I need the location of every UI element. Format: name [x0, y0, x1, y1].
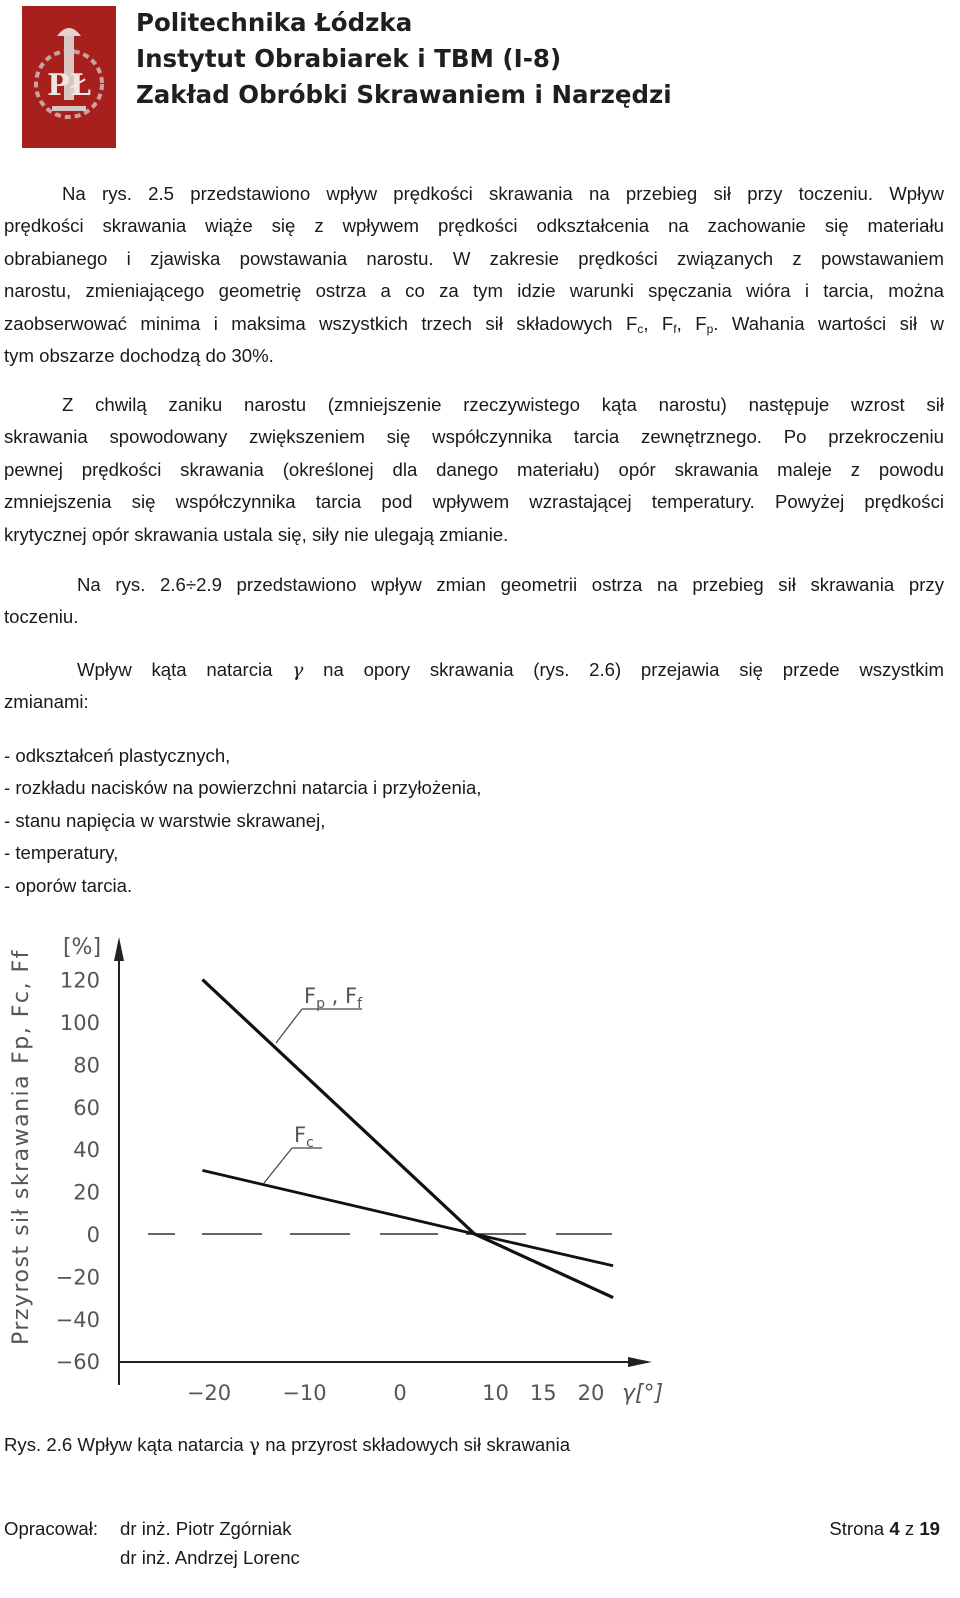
change-list — [4, 740, 481, 902]
list-item: - oporów tarcia. — [4, 874, 133, 896]
paragraph-line: krytycznej opór skrawania ustala się, siły nie ulegają zmianie. — [4, 523, 509, 545]
x-tick-label: −10 — [282, 1381, 327, 1405]
svg-text:PŁ: PŁ — [47, 68, 91, 103]
y-axis-arrow-icon — [114, 937, 124, 961]
svg-text:Fc: $F_c$ — [294, 1123, 314, 1151]
paragraph-3 — [4, 569, 944, 634]
list-item: - temperatury, — [4, 842, 119, 864]
list-item: - rozkładu nacisków na powierzchni natarcia i przyłożenia, — [4, 777, 482, 799]
y-axis-label: Przyrost sił skrawaniaFp, Fc, Ff — [9, 949, 34, 1345]
y-tick-label: 40 — [73, 1138, 100, 1163]
y-tick-label: −40 — [55, 1307, 100, 1332]
x-axis-label: γ[°] — [622, 1381, 664, 1406]
paragraph-line: zmianami: — [4, 691, 89, 713]
y-tick-label: 80 — [73, 1053, 100, 1078]
paragraph-line: zaobserwować minima i maksima wszystkich trzech sił składowych $F_c$, $F_f$, $F_p$. Wahania wartości sił w — [4, 312, 944, 336]
university-emblem-icon — [22, 6, 116, 148]
x-tick-label: 0 — [393, 1381, 407, 1405]
y-tick-label: 0 — [86, 1223, 100, 1247]
institute-name: Instytut Obrabiarek i TBM (I-8) — [136, 44, 562, 73]
paragraph-line: Z chwilą zaniku narostu (zmniejszenie rzeczywistego kąta narostu) następuje wzrost sił — [62, 394, 944, 415]
y-tick-labels — [56, 969, 100, 1375]
paragraph-line: zmniejszenia się współczynnika tarcia pod wpływem wzrastającej temperatury. Powyżej prędkości — [4, 491, 944, 513]
y-axis-title — [9, 949, 34, 1345]
y-tick-label: 20 — [73, 1180, 100, 1205]
paragraph-line: toczeniu. — [4, 606, 79, 628]
paragraph-4 — [4, 654, 944, 719]
institution-name: Politechnika Łódzka — [136, 8, 413, 37]
footer-prepared-by-label: Opracował: — [4, 1518, 99, 1539]
y-tick-label: −60 — [55, 1350, 100, 1375]
chart-series — [202, 980, 613, 1298]
list-item: - stanu napięcia w warstwie skrawanej, — [4, 809, 326, 831]
series-label-fc — [264, 1123, 322, 1183]
force-vs-rake-angle-chart — [0, 925, 700, 1420]
series-line-fc — [202, 1170, 613, 1265]
paragraph-line: prędkości skrawania wiąże się z wpływem prędkości odkształcenia na zachowanie się materiału — [4, 215, 944, 237]
paragraph-line: pewnej prędkości skrawania (określonej dla danego materiału) opór skrawania maleje z powodu — [4, 458, 944, 480]
list-item: - odkształceń plastycznych, — [4, 745, 231, 766]
paragraph-1 — [4, 178, 944, 372]
svg-text:Fp , Ff: $F_p$ , $F_f$ — [304, 984, 363, 1012]
chart-canvas — [0, 925, 700, 1420]
paragraph-line: Na rys. 2.6÷2.9 przedstawiono wpływ zmian geometrii ostrza na przebieg sił skrawania przy — [77, 574, 944, 595]
footer-authors — [120, 1514, 300, 1572]
y-unit-label: [%] — [62, 935, 102, 960]
x-tick-label: −20 — [186, 1381, 232, 1405]
paragraph-line: Na rys. 2.5 przedstawiono wpływ prędkości skrawania na przebieg sił przy toczeniu. Wpływ — [62, 183, 944, 204]
paragraph-line: obrabianego i zjawiska powstawania narostu. W zakresie prędkości związanych z powstawaniem — [4, 247, 944, 269]
series-line-fp-ff — [202, 980, 613, 1298]
series-label-fp-ff — [276, 984, 363, 1043]
y-tick-label: 100 — [59, 1011, 100, 1035]
y-tick-label: 60 — [73, 1095, 100, 1120]
paragraph-line: skrawania spowodowany zwiększeniem się współczynnika tarcia zewnętrznego. Po przekroczeniu — [4, 426, 944, 448]
x-tick-label: 10 — [482, 1381, 509, 1405]
paragraph-line: narostu, zmieniającego geometrię ostrza a co za tym idzie warunki spęczania wióra i tarcia, można — [4, 280, 944, 302]
author-name: dr inż. Andrzej Lorenc — [120, 1547, 300, 1568]
figure-caption: Rys. 2.6 Wpływ kąta natarcia γ na przyrost składowych sił skrawania — [4, 1434, 571, 1456]
author-name: dr inż. Piotr Zgórniak — [120, 1518, 292, 1539]
x-tick-label: 20 — [577, 1381, 605, 1405]
x-tick-labels — [187, 1381, 605, 1405]
page-number: Strona 4 z 19 — [829, 1518, 940, 1539]
paragraph-line: tym obszarze dochodzą do 30%. — [4, 344, 274, 366]
paragraph-line: Wpływ kąta natarcia γ na opory skrawania (rys. 2.6) przejawia się przede wszystkim — [77, 659, 945, 681]
x-tick-label: 15 — [529, 1381, 557, 1405]
department-name: Zakład Obróbki Skrawaniem i Narzędzi — [136, 80, 672, 109]
y-tick-label: 120 — [59, 968, 100, 993]
x-axis-arrow-icon — [628, 1357, 652, 1367]
y-tick-label: −20 — [55, 1265, 100, 1290]
university-logo — [22, 6, 116, 148]
paragraph-2 — [4, 389, 944, 551]
